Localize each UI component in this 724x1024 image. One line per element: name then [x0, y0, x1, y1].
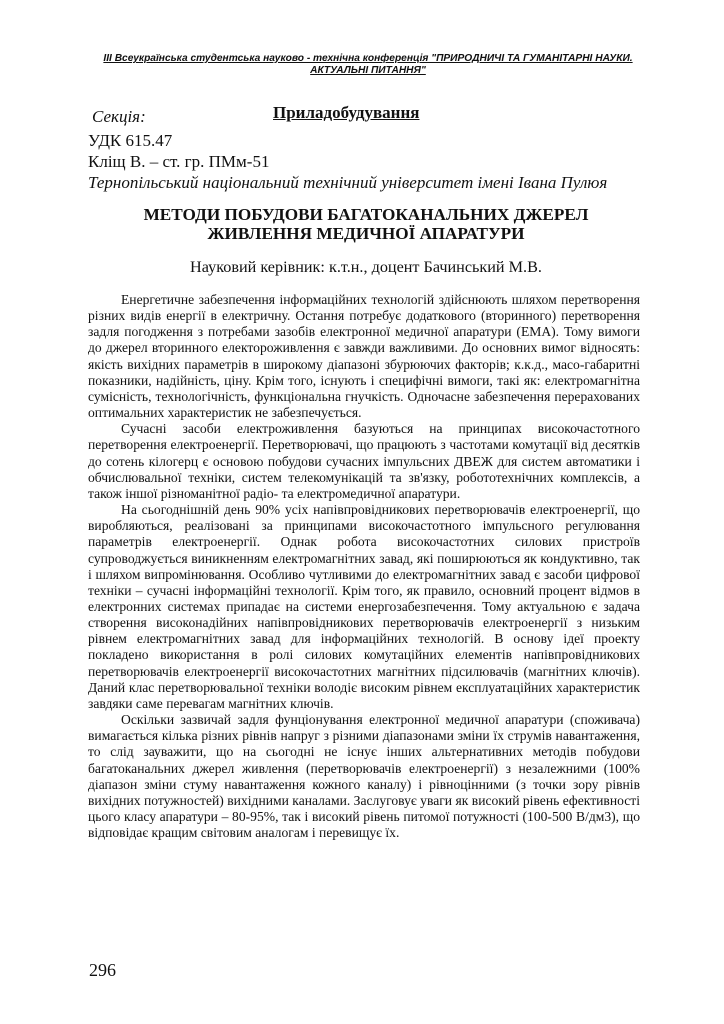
conference-header	[88, 53, 648, 77]
author-line: Кліщ В. – ст. гр. ПМм-51	[88, 152, 270, 171]
udk-code: УДК 615.47	[88, 131, 173, 150]
body-paragraph: Оскільки зазвичай задля фунціонування електронної медичної апаратури (споживача) вимагається кілька різних рівнів напруг з різними діапазонами зміни їх струмів навантаження, то слід зауважити, що на сьогодні не існує інших альтернативних методів побудови багатоканальних джерел живлення (перетворювачів електроенергії) з незалежними (100% діапазон зміни стуму навантаження кожного каналу) і рівноцінними (з точки зору рівнів вихідних потужностей) вихідними каналами. Заслуговує уваги як високий рівень ефективності цього класу апаратури – 80-95%, так і високий рівень питомої потужності (100-500 В/дм3), що відповідає кращим світовим аналогам і перевищує їх.	[88, 712, 640, 841]
page-number: 296	[89, 960, 116, 980]
conference-header-line-2: АКТУАЛЬНІ ПИТАННЯ"	[310, 65, 426, 76]
body-paragraph: На сьогоднішній день 90% усіх напівпровідникових перетворювачів електроенергії, що виробляються, реалізовані за принципами високочастотного імпульсного регулювання параметрів електроенергії. Однак робота високочастотних силових пристроїв супроводжується виникненням електромагнітних завад, які поширюються як кондуктивно, так і шляхом випромінювання. Особливо чутливими до електромагнітних завад є засоби цифрової техніки – сучасні інформаційні технології. Крім того, як правило, основний процент відмов в електронних системах припадає на системи енергозабезпечення. Тому актуальною є задача створення високонадійних напівпровідникових перетворювачів електроенергії з низьким рівнем електромагнітних завад для інформаційних технологій. В основу ідеї проекту покладено використання в ролі силових комутаційних елементів напівпровідникових перетворювачів електроенергії високочастотних магнітних підсилювачів (магнітних ключів). Даний клас перетворювальної техніки володіє високим рівнем експлуатаційних характеристик завдяки саме перевагам магнітних ключів.	[88, 502, 640, 711]
paper-title	[88, 205, 644, 243]
university-name: Тернопільський національний технічний університет імені Івана Пулюя	[88, 173, 608, 192]
scientific-supervisor: Науковий керівник: к.т.н., доцент Бачинський М.В.	[190, 258, 542, 276]
section-label: Секція:	[92, 107, 146, 126]
paper-title-line-2: ЖИВЛЕННЯ МЕДИЧНОЇ АПАРАТУРИ	[207, 224, 525, 243]
conference-header-line-1: ІІІ Всеукраїнська студентська науково - технічна конференція "ПРИРОДНИЧІ ТА ГУМАНІТАРНІ НАУКИ.	[103, 53, 633, 64]
body-paragraph: Сучасні засоби електроживлення базуються на принципах високочастотного перетворення електроенергії. Перетворювачі, що працюють з частотами комутації від десятків до сотень кілогерц є основою побудови сучасних імпульсних ДВЕЖ для систем автоматики і обчислювальної техніки, систем телекомунікацій та зв'язку, робототехнічних комплексів, а також іншої різноманітної радіо- та електромедичної апаратури.	[88, 421, 640, 501]
paper-title-line-1: МЕТОДИ ПОБУДОВИ БАГАТОКАНАЛЬНИХ ДЖЕРЕЛ	[143, 205, 589, 224]
body-paragraph: Енергетичне забезпечення інформаційних технологій здійснюють шляхом перетворення різних видів енергії в електричну. Остання потребує додаткового (вторинного) перетворення задля погодження з потребами зазобів електронної медичної апаратури (ЕМА). Тому вимоги до джерел вторинного електороживлення є завжди важливими. До основних вимог відносять: якість вихідних параметрів в широкому діапазоні збурюючих факторів; к.к.д., масо-габаритні показники, надійність, ціну. Крім того, існують і специфічні вимоги, такі як: електромагнітна сумісність, технологічність, функціональна гнучкість. Одночасне забезпечення перерахованих оптимальних характеристик не забезпечується.	[88, 292, 640, 421]
section-name: Приладобудування	[273, 103, 420, 122]
body-text	[88, 292, 640, 841]
